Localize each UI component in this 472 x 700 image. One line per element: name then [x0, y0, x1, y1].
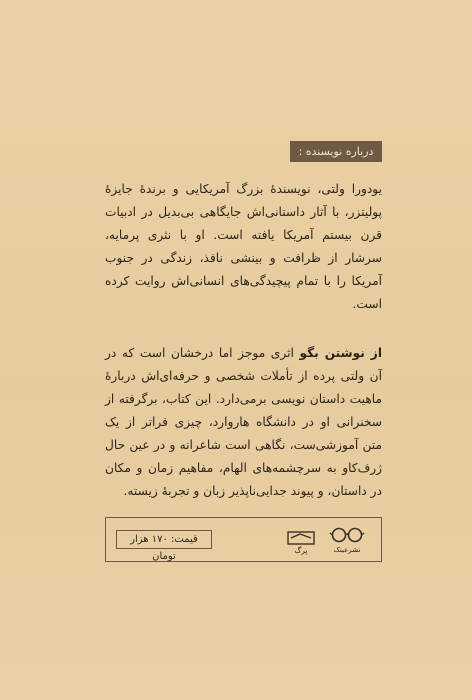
glasses-logo-icon	[327, 524, 369, 560]
price-label: قیمت: ۱۷۰ هزار تومان	[116, 530, 212, 549]
book-paragraph	[105, 342, 382, 503]
book-description: اثری موجز اما درخشان است که در آن ولتی پرده از تأملات شخصی و حرفه‌ای‌اش دربارهٔ ماهیت داستان نویسی برمی‌دارد. این کتاب، برگرفته از سخنرانی او در دانشگاه هاروارد، چیزی فراتر از یک متن آموزشی‌ست، نگاهی است شاعرانه و در عین حال ژرف‌کاو به سرچشمه‌های الهام، مفاهیم زمان و مکان در داستان، و پیوند جدایی‌ناپذیر زبان و تجربهٔ زیسته.	[105, 346, 382, 498]
glasses-logo-text: نشرعینک	[333, 546, 361, 554]
author-paragraph: یودورا ولتی، نویسندهٔ بزرگ آمریکایی و برندهٔ جایزهٔ پولیتزر، با آثار داستانی‌اش جایگاهی بی‌بدیل در ادبیات قرن بیستم آمریکا یافته است. او با نثری پرمایه، سرشار از ظرافت و بینشی نافذ، زندگی در جنوب آمریکا را با تمام پیچیدگی‌های انسانی‌اش روایت کرده است.	[105, 182, 382, 311]
section-title: درباره نویسنده :	[290, 141, 382, 162]
footer-box	[105, 517, 382, 562]
publisher-logo-text: پرگ	[294, 546, 308, 555]
publisher-logo-icon	[286, 524, 320, 560]
book-title: از نوشتن بگو	[299, 346, 383, 360]
